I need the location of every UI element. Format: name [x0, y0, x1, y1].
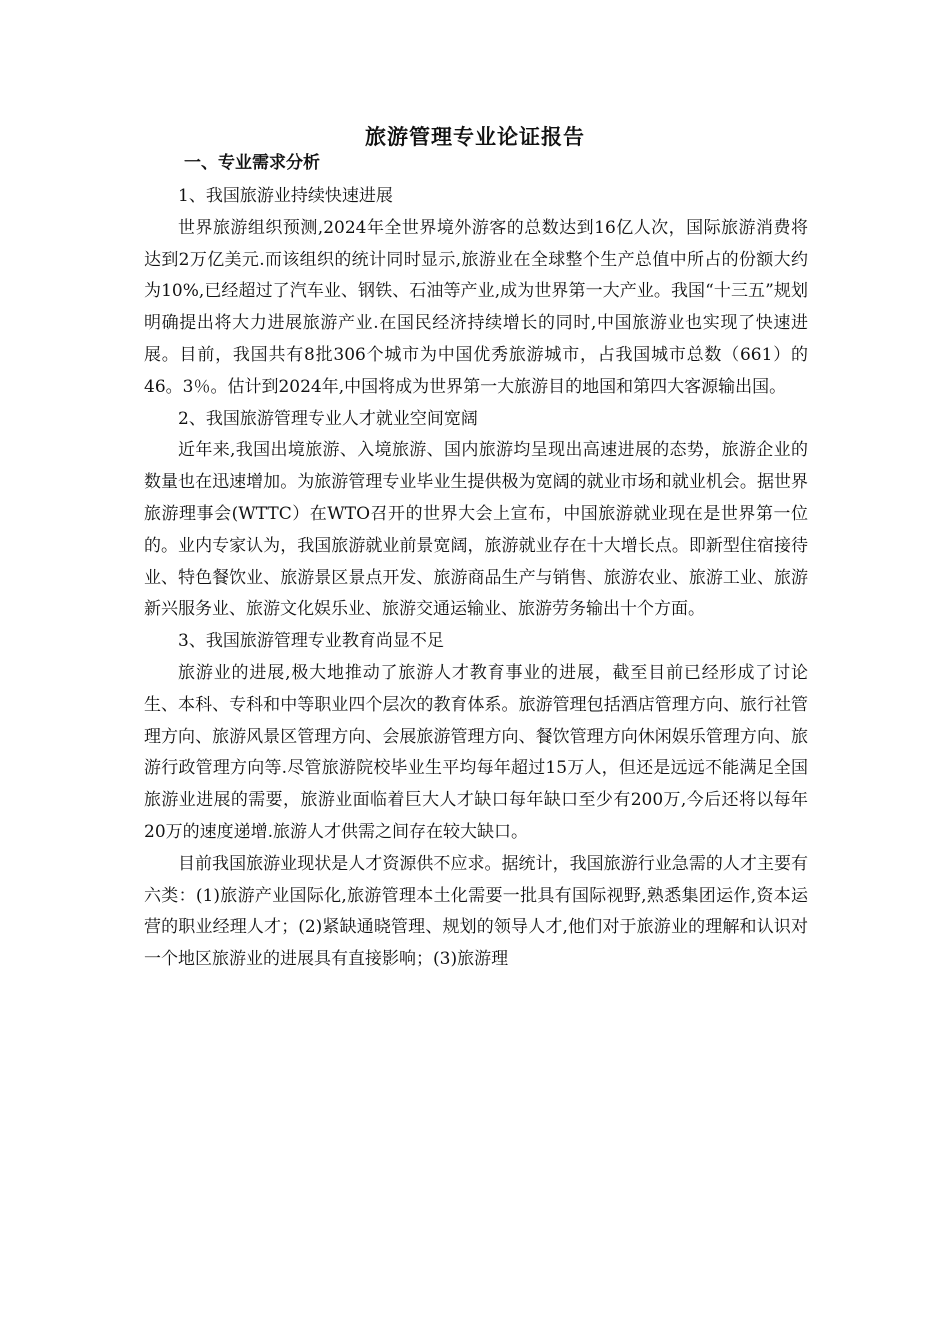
paragraph-talent-demand: 目前我国旅游业现状是人才资源供不应求。据统计，我国旅游行业急需的人才主要有六类：(1)旅游产业国际化,旅游管理本土化需要一批具有国际视野,熟悉集团运作,资本运营的职业经理人才；(2)紧缺通晓管理、规划的领导人才,他们对于旅游业的理解和认识对一个地区旅游业的进展具有直接影响；(3)旅游理: [144, 853, 808, 970]
paragraph-employment-space: 近年来,我国出境旅游、入境旅游、国内旅游均呈现出高速进展的态势，旅游企业的数量也在迅速增加。为旅游管理专业毕业生提供极为宽阔的就业市场和就业机会。据世界旅游理事会(WTTC）在WTO召开的世界大会上宣布，中国旅游就业现在是世界第一位的。业内专家认为，我国旅游就业前景宽阔，旅游就业存在十大增长点。即新型住宿接待业、特色餐饮业、旅游景区景点开发、旅游商品生产与销售、旅游农业、旅游工业、旅游新兴服务业、旅游文化娱乐业、旅游交通运输业、旅游劳务输出十个方面。: [144, 440, 808, 620]
document-title: 旅游管理专业论证报告: [365, 124, 585, 149]
subheading-education-shortfall: 3、我国旅游管理专业教育尚显不足: [178, 631, 444, 652]
paragraph-education-shortfall: 旅游业的进展,极大地推动了旅游人才教育事业的进展，截至目前已经形成了讨论生、本科、专科和中等职业四个层次的教育体系。旅游管理包括酒店管理方向、旅行社管理方向、旅游风景区管理方向、会展旅游管理方向、餐饮管理方向休闲娱乐管理方向、旅游行政管理方向等.尽管旅游院校毕业生平均每年超过15万人，但还是远远不能满足全国旅游业进展的需要，旅游业面临着巨大人才缺口每年缺口至少有200万,今后还将以每年20万的速度递增.旅游人才供需之间存在较大缺口。: [144, 662, 808, 842]
subheading-employment-space: 2、我国旅游管理专业人才就业空间宽阔: [178, 408, 478, 429]
subheading-tourism-growth: 1、我国旅游业持续快速进展: [178, 186, 393, 206]
section-heading: 一、专业需求分析: [184, 153, 320, 173]
document-body: [144, 181, 808, 976]
paragraph-tourism-growth: 世界旅游组织预测,2024年全世界境外游客的总数达到16亿人次，国际旅游消费将达到2万亿美元.而该组织的统计同时显示,旅游业在全球整个生产总值中所占的份额大约为10%,已经超过了汽车业、钢铁、石油等产业,成为世界第一大产业。我国“十三五”规划明确提出将大力进展旅游产业.在国民经济持续增长的同时,中国旅游业也实现了快速进展。目前，我国共有8批306个城市为中国优秀旅游城市，占我国城市总数（661）的46。3％。估计到2024年,中国将成为世界第一大旅游目的地国和第四大客源输出国。: [144, 217, 808, 397]
